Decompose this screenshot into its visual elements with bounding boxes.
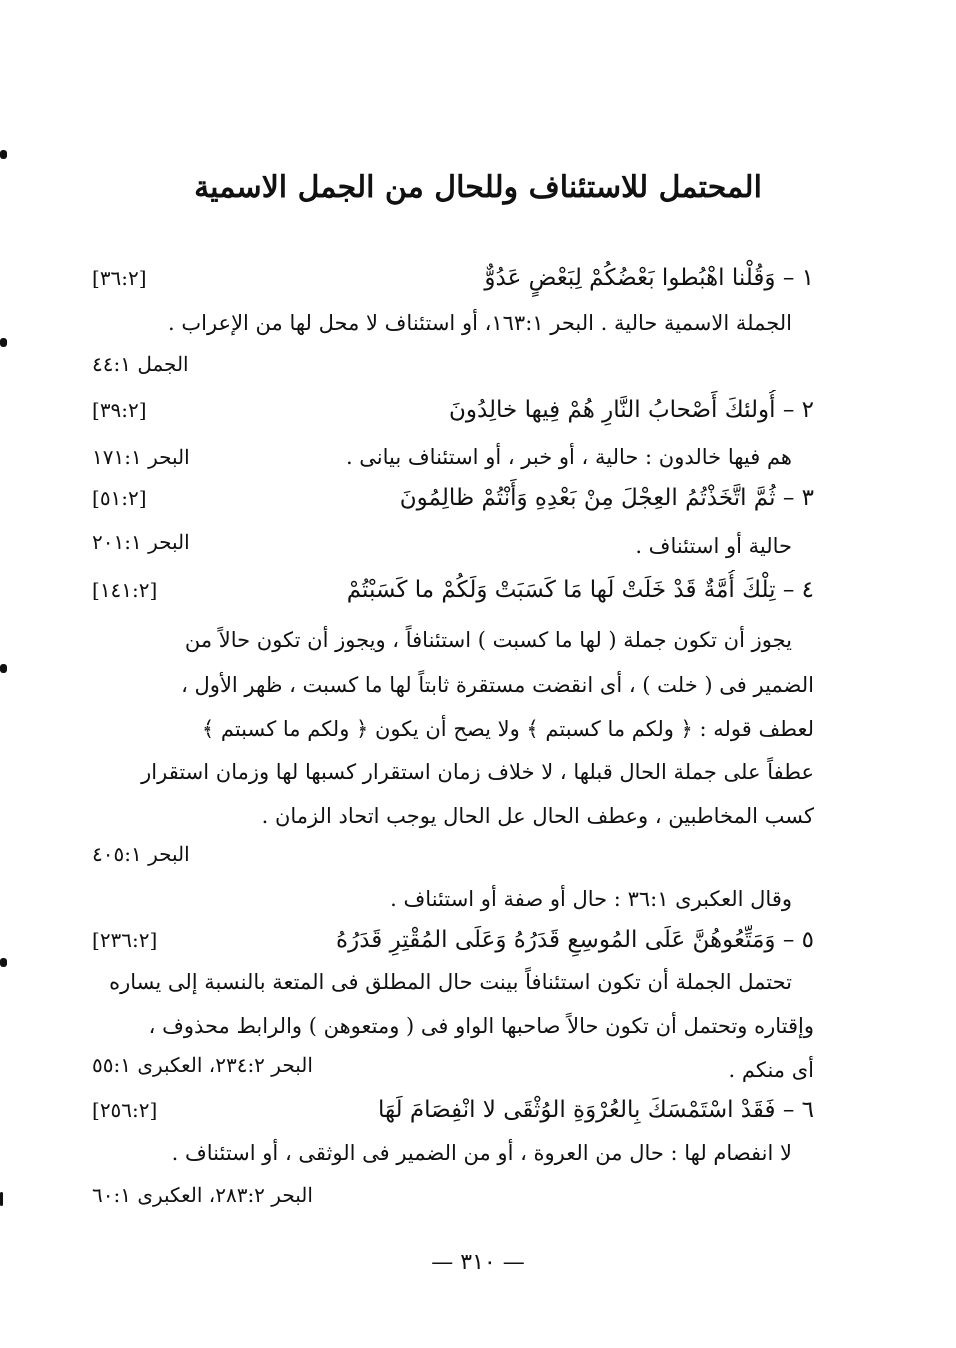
- verse-3: ٣ – ثُمَّ اتَّخَذْتُمُ العِجْلَ مِنْ بَعْدِهِ وَأَنْتُمْ ظالِمُونَ: [399, 485, 814, 511]
- source-ref-5: البحر ٢٣٤:٢، العكبرى ٥٥:١: [92, 1053, 313, 1077]
- scan-edge-mark: [0, 958, 7, 967]
- verse-2: ٢ – أُولئكَ أَصْحابُ النَّارِ هُمْ فِيها خالِدُونَ: [448, 397, 814, 423]
- commentary-2-line-1: هم فيها خالدون : حالية ، أو خبر ، أو استئناف بيانى .: [345, 445, 792, 469]
- ayah-ref-2: [٣٩:٢]: [92, 398, 147, 422]
- scan-edge-mark: [0, 664, 7, 673]
- verse-1: ١ – وَقُلْنا اهْبُطوا بَعْضُكُمْ لِبَعْضٍ عَدُوٌّ: [484, 265, 814, 291]
- page-number: — ٣١٠ —: [431, 1250, 525, 1275]
- page-title: المحتمل للاستئناف وللحال من الجمل الاسمية: [194, 170, 762, 205]
- source-ref-3: البحر ٢٠١:١: [92, 530, 190, 554]
- ayah-ref-5: [٢٣٦:٢]: [92, 928, 158, 952]
- verse-4: ٤ – تِلْكَ أُمَّةٌ قَدْ خَلَتْ لَها مَا كَسَبَتْ وَلَكُمْ ما كَسَبْتُمْ: [346, 577, 814, 603]
- ayah-ref-3: [٥١:٢]: [92, 486, 147, 510]
- commentary-3-line-1: حالية أو استئناف .: [635, 534, 792, 558]
- extra-note-4: وقال العكبرى ٣٦:١ : حال أو صفة أو استئناف .: [390, 887, 792, 911]
- commentary-4-line-3: لعطف قوله : ﴿ ولكم ما كسبتم ﴾ ولا يصح أن يكون ﴿ ولكم ما كسبتم ﴾: [201, 717, 814, 741]
- commentary-4-line-2: الضمير فى ( خلت ) ، أى انقضت مستقرة ثابتاً لها ما كسبت ، ظهر الأول ،: [181, 673, 814, 697]
- commentary-5-line-1: تحتمل الجملة أن تكون استئنافاً بينت حال المطلق فى المتعة بالنسبة إلى يساره: [109, 970, 792, 994]
- source-ref-6: البحر ٢٨٣:٢، العكبرى ٦٠:١: [92, 1183, 313, 1207]
- verse-6: ٦ – فَقَدْ اسْتَمْسَكَ بِالعُرْوَةِ الوُثْقَى لا انْفِصَامَ لَهَا: [377, 1097, 814, 1123]
- ayah-ref-6: [٢٥٦:٢]: [92, 1098, 158, 1122]
- commentary-4-line-4: عطفاً على جملة الحال قبلها ، لا خلاف زمان استقرار كسبها لها وزمان استقرار: [141, 760, 814, 784]
- commentary-6-line-1: لا انفصام لها : حال من العروة ، أو من الضمير فى الوثقى ، أو استئناف .: [171, 1141, 792, 1165]
- ayah-ref-4: [١٤١:٢]: [92, 578, 158, 602]
- scan-edge-mark: [0, 1192, 3, 1206]
- verse-5: ٥ – وَمَتِّعُوهُنَّ عَلَى المُوسِعِ قَدَرُهُ وَعَلَى المُقْتِرِ قَدَرُهُ: [336, 927, 814, 953]
- commentary-5-line-2: وإقتاره وتحتمل أن تكون حالاً صاحبها الواو فى ( ومتعوهن ) والرابط محذوف ،: [148, 1014, 814, 1038]
- commentary-4-line-5: كسب المخاطبين ، وعطف الحال عل الحال يوجب اتحاد الزمان .: [261, 804, 814, 828]
- source-ref-4: البحر ٤٠٥:١: [92, 842, 190, 866]
- source-ref-1: الجمل ٤٤:١: [92, 352, 189, 376]
- scan-edge-mark: [0, 338, 7, 347]
- source-ref-2: البحر ١٧١:١: [92, 445, 190, 469]
- commentary-1-line-1: الجملة الاسمية حالية . البحر ١٦٣:١، أو استئناف لا محل لها من الإعراب .: [168, 311, 792, 335]
- ayah-ref-1: [٣٦:٢]: [92, 266, 147, 290]
- commentary-4-line-1: يجوز أن تكون جملة ( لها ما كسبت ) استئنافاً ، ويجوز أن تكون حالاً من: [184, 628, 792, 652]
- commentary-5-line-3: أى منكم .: [728, 1058, 814, 1082]
- scan-edge-mark: [0, 150, 7, 159]
